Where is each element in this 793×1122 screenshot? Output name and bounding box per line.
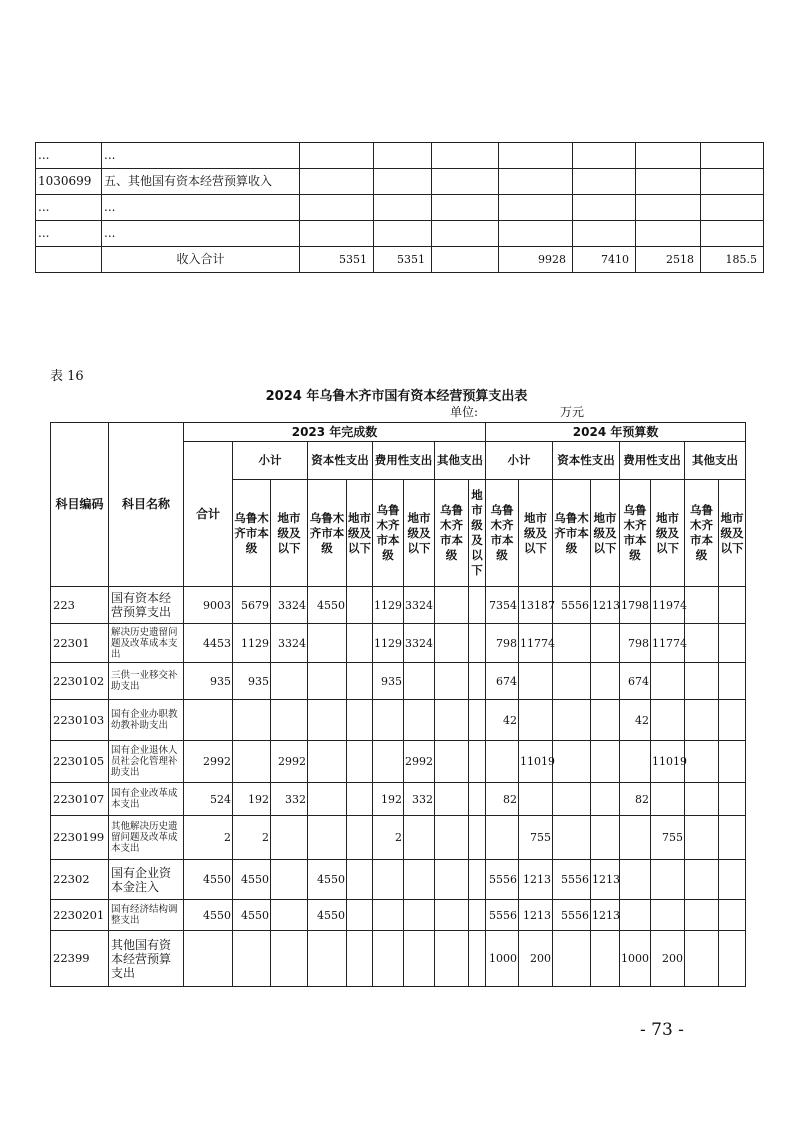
value-cell bbox=[271, 816, 308, 860]
value-cell: 2992 bbox=[271, 741, 308, 783]
value-cell bbox=[553, 663, 591, 700]
value-cell: 7410 bbox=[573, 247, 636, 273]
header-2024-expense: 费用性支出 bbox=[620, 442, 685, 480]
table-row bbox=[51, 783, 746, 816]
value-cell: 5556 bbox=[553, 860, 591, 900]
value-cell bbox=[591, 741, 620, 783]
code-cell: 2230199 bbox=[51, 816, 109, 860]
value-cell: 11019 bbox=[519, 741, 553, 783]
value-cell bbox=[573, 195, 636, 221]
value-cell bbox=[685, 860, 719, 900]
value-cell bbox=[519, 783, 553, 816]
code-cell: 2230102 bbox=[51, 663, 109, 700]
header-2023: 2023 年完成数 bbox=[184, 423, 486, 442]
value-cell bbox=[553, 783, 591, 816]
value-cell: 5556 bbox=[553, 587, 591, 624]
value-cell bbox=[685, 587, 719, 624]
value-cell: 755 bbox=[519, 816, 553, 860]
value-cell: 5556 bbox=[486, 900, 519, 931]
value-cell: 1213 bbox=[519, 900, 553, 931]
value-cell bbox=[404, 900, 435, 931]
name-cell: ... bbox=[102, 143, 300, 169]
value-cell: 1000 bbox=[486, 931, 519, 987]
value-cell bbox=[271, 700, 308, 741]
code-cell: 1030699 bbox=[36, 169, 102, 195]
header-city-level: 乌鲁木齐市本级 bbox=[308, 480, 347, 587]
value-cell bbox=[300, 143, 374, 169]
value-cell: 2518 bbox=[636, 247, 701, 273]
value-cell: 13187 bbox=[519, 587, 553, 624]
value-cell bbox=[271, 931, 308, 987]
value-cell bbox=[404, 931, 435, 987]
code-cell bbox=[36, 247, 102, 273]
value-cell: 935 bbox=[184, 663, 233, 700]
value-cell bbox=[374, 195, 432, 221]
value-cell: 1000 bbox=[620, 931, 651, 987]
value-cell bbox=[435, 860, 469, 900]
value-cell bbox=[701, 195, 764, 221]
value-cell bbox=[404, 700, 435, 741]
value-cell: 200 bbox=[651, 931, 685, 987]
header-2024: 2024 年预算数 bbox=[486, 423, 746, 442]
value-cell bbox=[233, 700, 271, 741]
header-city-level: 乌鲁木齐市本级 bbox=[553, 480, 591, 587]
value-cell: 755 bbox=[651, 816, 685, 860]
value-cell bbox=[432, 143, 499, 169]
value-cell bbox=[573, 169, 636, 195]
value-cell bbox=[469, 624, 486, 663]
value-cell bbox=[519, 700, 553, 741]
name-cell: ... bbox=[102, 195, 300, 221]
header-prefecture-below: 地市级及以下 bbox=[404, 480, 435, 587]
value-cell bbox=[573, 221, 636, 247]
table-row bbox=[51, 816, 746, 860]
value-cell: 674 bbox=[620, 663, 651, 700]
value-cell bbox=[685, 900, 719, 931]
value-cell bbox=[685, 783, 719, 816]
value-cell bbox=[701, 221, 764, 247]
value-cell bbox=[620, 860, 651, 900]
code-cell: 22399 bbox=[51, 931, 109, 987]
value-cell: 3324 bbox=[404, 624, 435, 663]
value-cell bbox=[308, 741, 347, 783]
header-city-level: 乌鲁木齐市本级 bbox=[233, 480, 271, 587]
header-prefecture-below: 地市级及以下 bbox=[591, 480, 620, 587]
name-cell: 国有资本经营预算支出 bbox=[109, 587, 184, 624]
page-number: - 73 - bbox=[640, 1020, 684, 1040]
header-2023-capital: 资本性支出 bbox=[308, 442, 373, 480]
value-cell: 3324 bbox=[404, 587, 435, 624]
value-cell bbox=[685, 741, 719, 783]
value-cell: 4550 bbox=[184, 900, 233, 931]
value-cell bbox=[636, 169, 701, 195]
value-cell: 7354 bbox=[486, 587, 519, 624]
value-cell bbox=[499, 195, 573, 221]
state-capital-expenditure-table bbox=[50, 422, 746, 987]
value-cell: 798 bbox=[620, 624, 651, 663]
value-cell: 82 bbox=[486, 783, 519, 816]
value-cell bbox=[308, 783, 347, 816]
header-total: 合计 bbox=[184, 442, 233, 587]
header-name: 科目名称 bbox=[109, 423, 184, 587]
value-cell bbox=[271, 663, 308, 700]
value-cell: 1129 bbox=[373, 624, 404, 663]
header-2024-subtotal: 小计 bbox=[486, 442, 553, 480]
header-city-level: 乌鲁木齐市本级 bbox=[620, 480, 651, 587]
value-cell: 9003 bbox=[184, 587, 233, 624]
value-cell bbox=[685, 700, 719, 741]
value-cell: 4550 bbox=[308, 587, 347, 624]
value-cell bbox=[469, 816, 486, 860]
value-cell: 1798 bbox=[620, 587, 651, 624]
code-cell: 223 bbox=[51, 587, 109, 624]
value-cell: 4550 bbox=[233, 860, 271, 900]
value-cell: 42 bbox=[486, 700, 519, 741]
value-cell bbox=[308, 931, 347, 987]
value-cell bbox=[347, 587, 373, 624]
value-cell bbox=[636, 143, 701, 169]
value-cell: 2992 bbox=[184, 741, 233, 783]
value-cell bbox=[719, 816, 746, 860]
value-cell bbox=[651, 900, 685, 931]
value-cell bbox=[651, 783, 685, 816]
value-cell bbox=[469, 783, 486, 816]
value-cell bbox=[347, 931, 373, 987]
value-cell bbox=[719, 900, 746, 931]
value-cell bbox=[469, 663, 486, 700]
header-city-level: 乌鲁木齐市本级 bbox=[435, 480, 469, 587]
value-cell bbox=[469, 700, 486, 741]
value-cell bbox=[719, 860, 746, 900]
table-row bbox=[36, 143, 764, 169]
value-cell bbox=[435, 624, 469, 663]
value-cell bbox=[271, 900, 308, 931]
value-cell bbox=[374, 143, 432, 169]
value-cell: 4550 bbox=[308, 900, 347, 931]
value-cell bbox=[300, 169, 374, 195]
name-cell: 国有企业退休人员社会化管理补助支出 bbox=[109, 741, 184, 783]
value-cell: 5556 bbox=[553, 900, 591, 931]
value-cell: 1129 bbox=[373, 587, 404, 624]
table-row bbox=[51, 931, 746, 987]
value-cell: 5679 bbox=[233, 587, 271, 624]
value-cell bbox=[469, 931, 486, 987]
value-cell bbox=[432, 195, 499, 221]
value-cell bbox=[719, 783, 746, 816]
value-cell bbox=[591, 931, 620, 987]
table-number-label: 表 16 bbox=[50, 369, 84, 384]
header-2023-expense: 费用性支出 bbox=[373, 442, 435, 480]
name-cell: 其他国有资本经营预算支出 bbox=[109, 931, 184, 987]
value-cell bbox=[620, 816, 651, 860]
table-row bbox=[36, 247, 764, 273]
value-cell bbox=[685, 931, 719, 987]
value-cell: 5351 bbox=[300, 247, 374, 273]
table-row bbox=[51, 624, 746, 663]
value-cell: 798 bbox=[486, 624, 519, 663]
name-cell: 国有企业资本金注入 bbox=[109, 860, 184, 900]
value-cell bbox=[553, 624, 591, 663]
value-cell: 332 bbox=[271, 783, 308, 816]
table-row bbox=[51, 587, 746, 624]
value-cell bbox=[435, 931, 469, 987]
header-prefecture-below: 地市级及以下 bbox=[347, 480, 373, 587]
name-cell: 三供一业移交补助支出 bbox=[109, 663, 184, 700]
value-cell bbox=[591, 816, 620, 860]
code-cell: 2230201 bbox=[51, 900, 109, 931]
value-cell bbox=[620, 741, 651, 783]
value-cell bbox=[435, 663, 469, 700]
header-code: 科目编码 bbox=[51, 423, 109, 587]
table-title: 2024 年乌鲁木齐市国有资本经营预算支出表 bbox=[265, 389, 528, 404]
value-cell bbox=[685, 624, 719, 663]
value-cell: 4453 bbox=[184, 624, 233, 663]
value-cell bbox=[347, 624, 373, 663]
value-cell bbox=[651, 663, 685, 700]
name-cell: ... bbox=[102, 221, 300, 247]
value-cell bbox=[432, 247, 499, 273]
value-cell bbox=[184, 700, 233, 741]
value-cell bbox=[553, 741, 591, 783]
value-cell bbox=[469, 587, 486, 624]
table-row bbox=[51, 700, 746, 741]
value-cell: 9928 bbox=[499, 247, 573, 273]
value-cell bbox=[435, 587, 469, 624]
name-cell: 国有企业办职教幼教补助支出 bbox=[109, 700, 184, 741]
table-row bbox=[36, 195, 764, 221]
value-cell bbox=[719, 741, 746, 783]
header-2024-capital: 资本性支出 bbox=[553, 442, 620, 480]
value-cell bbox=[432, 221, 499, 247]
name-cell: 解决历史遗留问题及改革成本支出 bbox=[109, 624, 184, 663]
value-cell bbox=[553, 931, 591, 987]
value-cell: 332 bbox=[404, 783, 435, 816]
value-cell bbox=[719, 700, 746, 741]
value-cell bbox=[499, 221, 573, 247]
header-prefecture-below: 地市级及以下 bbox=[719, 480, 746, 587]
value-cell: 524 bbox=[184, 783, 233, 816]
name-cell: 国有企业改革成本支出 bbox=[109, 783, 184, 816]
value-cell bbox=[499, 169, 573, 195]
value-cell bbox=[374, 221, 432, 247]
value-cell bbox=[271, 860, 308, 900]
value-cell bbox=[499, 143, 573, 169]
value-cell: 11019 bbox=[651, 741, 685, 783]
value-cell bbox=[374, 169, 432, 195]
value-cell bbox=[308, 700, 347, 741]
value-cell: 1213 bbox=[591, 900, 620, 931]
value-cell bbox=[233, 741, 271, 783]
value-cell bbox=[701, 169, 764, 195]
value-cell bbox=[651, 860, 685, 900]
value-cell bbox=[435, 900, 469, 931]
code-cell: 2230105 bbox=[51, 741, 109, 783]
value-cell bbox=[636, 221, 701, 247]
code-cell: 22302 bbox=[51, 860, 109, 900]
value-cell: 192 bbox=[233, 783, 271, 816]
value-cell: 2 bbox=[184, 816, 233, 860]
table-row bbox=[36, 221, 764, 247]
code-cell: ... bbox=[36, 195, 102, 221]
value-cell: 11774 bbox=[651, 624, 685, 663]
unit-label: 单位: bbox=[450, 405, 479, 419]
value-cell: 3324 bbox=[271, 624, 308, 663]
code-cell: ... bbox=[36, 221, 102, 247]
value-cell bbox=[469, 860, 486, 900]
value-cell bbox=[719, 663, 746, 700]
value-cell: 935 bbox=[233, 663, 271, 700]
value-cell bbox=[347, 816, 373, 860]
value-cell bbox=[519, 663, 553, 700]
table-row bbox=[51, 663, 746, 700]
value-cell bbox=[373, 900, 404, 931]
value-cell bbox=[300, 195, 374, 221]
unit-value: 万元 bbox=[560, 405, 585, 419]
table-row bbox=[51, 741, 746, 783]
name-cell: 其他解决历史遗留问题及改革成本支出 bbox=[109, 816, 184, 860]
value-cell: 4550 bbox=[184, 860, 233, 900]
header-prefecture-below: 地市级及以下 bbox=[651, 480, 685, 587]
value-cell: 82 bbox=[620, 783, 651, 816]
header-city-level: 乌鲁木齐市本级 bbox=[373, 480, 404, 587]
value-cell bbox=[347, 860, 373, 900]
value-cell bbox=[300, 221, 374, 247]
value-cell bbox=[373, 741, 404, 783]
value-cell bbox=[404, 860, 435, 900]
header-2023-other: 其他支出 bbox=[435, 442, 486, 480]
value-cell bbox=[373, 931, 404, 987]
value-cell: 4550 bbox=[308, 860, 347, 900]
value-cell bbox=[404, 816, 435, 860]
value-cell bbox=[233, 931, 271, 987]
code-cell: 2230103 bbox=[51, 700, 109, 741]
value-cell bbox=[435, 816, 469, 860]
value-cell bbox=[591, 783, 620, 816]
value-cell bbox=[685, 816, 719, 860]
value-cell: 200 bbox=[519, 931, 553, 987]
value-cell bbox=[469, 900, 486, 931]
value-cell bbox=[404, 663, 435, 700]
value-cell bbox=[701, 143, 764, 169]
value-cell: 185.5 bbox=[701, 247, 764, 273]
header-prefecture-below: 地市级及以下 bbox=[271, 480, 308, 587]
value-cell: 1213 bbox=[591, 587, 620, 624]
value-cell bbox=[347, 741, 373, 783]
header-2023-subtotal: 小计 bbox=[233, 442, 308, 480]
value-cell: 11974 bbox=[651, 587, 685, 624]
value-cell: 674 bbox=[486, 663, 519, 700]
value-cell bbox=[347, 783, 373, 816]
value-cell bbox=[373, 860, 404, 900]
table-row bbox=[36, 169, 764, 195]
value-cell bbox=[651, 700, 685, 741]
value-cell: 42 bbox=[620, 700, 651, 741]
value-cell bbox=[685, 663, 719, 700]
value-cell bbox=[308, 663, 347, 700]
value-cell bbox=[308, 624, 347, 663]
value-cell bbox=[591, 624, 620, 663]
value-cell: 2 bbox=[373, 816, 404, 860]
value-cell: 5351 bbox=[374, 247, 432, 273]
value-cell bbox=[486, 816, 519, 860]
value-cell: 192 bbox=[373, 783, 404, 816]
value-cell: 1213 bbox=[591, 860, 620, 900]
header-prefecture-below: 地市级及以下 bbox=[519, 480, 553, 587]
value-cell bbox=[373, 700, 404, 741]
value-cell: 5556 bbox=[486, 860, 519, 900]
value-cell bbox=[719, 624, 746, 663]
value-cell bbox=[435, 783, 469, 816]
value-cell bbox=[347, 900, 373, 931]
income-table-continuation bbox=[35, 142, 764, 273]
value-cell bbox=[591, 700, 620, 741]
name-cell: 收入合计 bbox=[102, 247, 300, 273]
code-cell: ... bbox=[36, 143, 102, 169]
value-cell bbox=[435, 741, 469, 783]
code-cell: 22301 bbox=[51, 624, 109, 663]
value-cell bbox=[553, 700, 591, 741]
table-row bbox=[51, 860, 746, 900]
value-cell bbox=[636, 195, 701, 221]
header-city-level: 乌鲁木齐市本级 bbox=[486, 480, 519, 587]
table-row bbox=[51, 900, 746, 931]
name-cell: 国有经济结构调整支出 bbox=[109, 900, 184, 931]
value-cell: 1129 bbox=[233, 624, 271, 663]
value-cell bbox=[184, 931, 233, 987]
value-cell: 4550 bbox=[233, 900, 271, 931]
value-cell bbox=[719, 587, 746, 624]
value-cell bbox=[308, 816, 347, 860]
value-cell: 11774 bbox=[519, 624, 553, 663]
value-cell bbox=[591, 663, 620, 700]
header-2024-other: 其他支出 bbox=[685, 442, 746, 480]
value-cell: 1213 bbox=[519, 860, 553, 900]
header-prefecture-below: 地市级及以下 bbox=[469, 480, 486, 587]
value-cell bbox=[553, 816, 591, 860]
value-cell: 2 bbox=[233, 816, 271, 860]
value-cell bbox=[435, 700, 469, 741]
name-cell: 五、其他国有资本经营预算收入 bbox=[102, 169, 300, 195]
value-cell bbox=[620, 900, 651, 931]
value-cell bbox=[469, 741, 486, 783]
value-cell bbox=[432, 169, 499, 195]
value-cell bbox=[719, 931, 746, 987]
value-cell bbox=[347, 663, 373, 700]
value-cell bbox=[486, 741, 519, 783]
value-cell bbox=[347, 700, 373, 741]
code-cell: 2230107 bbox=[51, 783, 109, 816]
value-cell: 935 bbox=[373, 663, 404, 700]
value-cell: 2992 bbox=[404, 741, 435, 783]
value-cell: 3324 bbox=[271, 587, 308, 624]
header-city-level: 乌鲁木齐市本级 bbox=[685, 480, 719, 587]
value-cell bbox=[573, 143, 636, 169]
